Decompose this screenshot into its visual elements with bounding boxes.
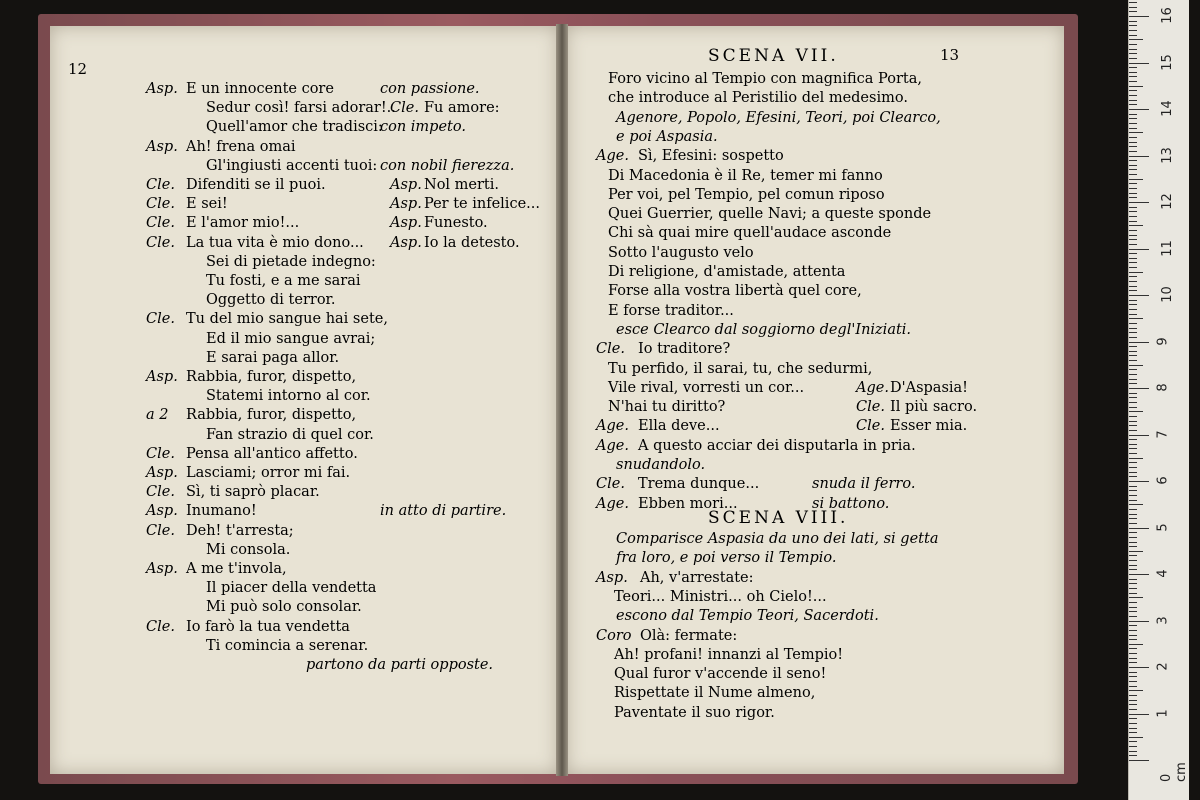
ruler-tick xyxy=(1129,58,1137,59)
ruler-tick xyxy=(1129,728,1137,729)
ruler-tick xyxy=(1129,44,1137,45)
ruler-tick xyxy=(1129,751,1137,752)
verse-line: E sarai paga allor. xyxy=(206,349,340,366)
verse-line: Esser mia. xyxy=(890,418,968,435)
ruler-tick xyxy=(1129,267,1137,268)
speaker-label: a 2 xyxy=(146,407,169,424)
ruler-tick xyxy=(1129,472,1137,473)
verse-line: Paventate il suo rigor. xyxy=(614,704,775,721)
ruler-tick xyxy=(1129,518,1137,519)
verse-line: Forse alla vostra libertà quel core, xyxy=(608,283,862,300)
stage-direction: Comparisce Aspasia da uno dei lati, si getta xyxy=(616,531,939,547)
ruler-tick xyxy=(1129,760,1149,761)
ruler-tick xyxy=(1129,21,1137,22)
ruler-tick xyxy=(1129,253,1137,254)
verse-line: Rispettate il Nume almeno, xyxy=(614,685,816,702)
verse-line: Tu fosti, e a me sarai xyxy=(206,273,361,289)
ruler-tick xyxy=(1129,95,1137,96)
speaker-label: Cle. xyxy=(146,215,175,232)
ruler-tick xyxy=(1129,300,1137,301)
ruler-tick xyxy=(1129,639,1137,640)
ruler-tick xyxy=(1129,476,1137,477)
speaker-label: Cle. xyxy=(146,484,175,501)
verse-line: Rabbia, furor, dispetto, xyxy=(186,369,357,385)
ruler-tick xyxy=(1129,393,1137,394)
ruler-tick xyxy=(1129,555,1137,556)
ruler-tick xyxy=(1129,211,1137,212)
ruler-tick xyxy=(1129,156,1149,157)
ruler-number: 4 xyxy=(1155,569,1171,578)
ruler-tick xyxy=(1129,662,1137,663)
ruler-tick xyxy=(1129,435,1149,436)
verse-line: Tu del mio sangue hai sete, xyxy=(186,311,388,328)
ruler-tick xyxy=(1129,714,1149,715)
ruler-tick xyxy=(1129,137,1137,138)
ruler-tick xyxy=(1129,221,1137,222)
verse-line: Ah! profani! innanzi al Tempio! xyxy=(614,646,844,663)
verse-line: Sì, ti saprò placar. xyxy=(186,484,320,501)
ruler-tick xyxy=(1129,332,1137,333)
ruler-tick xyxy=(1129,286,1137,287)
verse-line: Io farò la tua vendetta xyxy=(186,618,350,635)
speaker-label: Asp. xyxy=(390,196,422,213)
verse-line: Fu amore: xyxy=(424,100,500,117)
speaker-label: Cle. xyxy=(146,234,175,251)
ruler-number: 0 cm xyxy=(1159,762,1189,782)
verse-line: Oggetto di terror. xyxy=(206,292,336,309)
ruler-tick xyxy=(1129,407,1137,408)
ruler-tick xyxy=(1129,262,1137,263)
ruler-tick xyxy=(1129,16,1149,17)
ruler-tick xyxy=(1129,635,1137,636)
ruler-tick xyxy=(1129,653,1137,654)
verse-line: Io la detesto. xyxy=(424,234,520,251)
verse-line: Vile rival, vorresti un cor... xyxy=(608,379,805,396)
speaker-label: Asp. xyxy=(146,503,178,520)
verse-line: Difenditi se il puoi. xyxy=(186,177,326,193)
ruler-tick xyxy=(1129,648,1137,649)
ruler-tick xyxy=(1129,718,1137,719)
stage-direction: con nobil fierezza. xyxy=(380,157,515,174)
ruler-tick xyxy=(1129,514,1137,515)
ruler-tick xyxy=(1129,565,1137,566)
ruler-number: 12 xyxy=(1159,193,1175,210)
verse-line: Statemi intorno al cor. xyxy=(206,388,371,405)
ruler-tick xyxy=(1129,67,1137,68)
verse-line: Foro vicino al Tempio con magnifica Porta, xyxy=(608,71,922,87)
ruler-tick xyxy=(1129,39,1143,40)
ruler-tick xyxy=(1129,11,1137,12)
verse-line: D'Aspasia! xyxy=(890,379,969,396)
ruler-tick xyxy=(1129,425,1137,426)
verse-line: N'hai tu diritto? xyxy=(608,399,726,416)
ruler-tick xyxy=(1129,53,1137,54)
stage-direction: fra loro, e poi verso il Tempio. xyxy=(616,550,837,567)
verse-line: Sì, Efesini: sospetto xyxy=(638,148,784,165)
speaker-label: Age. xyxy=(596,148,629,165)
speaker-label: Asp. xyxy=(146,138,178,155)
ruler-number: 5 xyxy=(1155,522,1171,532)
verse-line: La tua vita è mio dono... xyxy=(186,234,364,251)
ruler-tick xyxy=(1129,467,1137,468)
speaker-label: Cle. xyxy=(596,476,625,493)
ruler-tick xyxy=(1129,30,1137,31)
ruler-tick xyxy=(1129,235,1137,236)
verse-line: E sei! xyxy=(186,196,228,213)
ruler-number: 8 xyxy=(1155,383,1171,392)
ruler-tick xyxy=(1129,621,1149,622)
verse-line: Chi sà quai mire quell'audace asconde xyxy=(608,225,892,242)
ruler-tick xyxy=(1129,504,1143,505)
ruler-tick xyxy=(1129,109,1149,110)
ruler-tick xyxy=(1129,174,1137,175)
verse-line: Per voi, pel Tempio, pel comun riposo xyxy=(608,186,885,203)
ruler-tick xyxy=(1129,216,1137,217)
ruler-tick xyxy=(1129,337,1137,338)
scene-vii-heading: SCENA VII. xyxy=(708,46,839,66)
ruler-tick xyxy=(1129,90,1137,91)
speaker-label: Cle. xyxy=(146,177,175,193)
ruler-tick xyxy=(1129,448,1137,449)
ruler-tick xyxy=(1129,346,1137,347)
verse-line: Ah! frena omai xyxy=(186,138,296,155)
verse-line: E forse traditor... xyxy=(608,302,734,319)
ruler-tick xyxy=(1129,365,1143,366)
verse-line: Qual furor v'accende il seno! xyxy=(614,666,827,683)
ruler-tick xyxy=(1129,676,1137,677)
ruler-tick xyxy=(1129,104,1137,105)
speaker-label: Asp. xyxy=(146,369,178,385)
stage-direction: snuda il ferro. xyxy=(812,476,916,493)
ruler-tick xyxy=(1129,342,1149,343)
verse-line: Quell'amor che tradisci: xyxy=(206,119,383,136)
ruler-tick xyxy=(1129,314,1137,315)
ruler-tick xyxy=(1129,495,1137,496)
ruler-number: 16 xyxy=(1159,7,1175,24)
speaker-label: Cle. xyxy=(390,100,419,117)
ruler-tick xyxy=(1129,579,1137,580)
stage-direction: escono dal Tempio Teori, Sacerdoti. xyxy=(616,608,879,625)
ruler-tick xyxy=(1129,574,1149,575)
stage-direction: in atto di partire. xyxy=(380,503,507,520)
verse-line: Nol merti. xyxy=(424,177,499,193)
speaker-label: Asp. xyxy=(146,465,178,481)
stage-direction: con impeto. xyxy=(380,119,466,136)
ruler-tick xyxy=(1129,681,1137,682)
ruler-tick xyxy=(1129,169,1137,170)
ruler-tick xyxy=(1129,142,1137,143)
verse-line: Teori... Ministri... oh Cielo!... xyxy=(614,588,827,605)
ruler-tick xyxy=(1129,63,1149,64)
verse-line: Sotto l'augusto velo xyxy=(608,244,754,261)
verse-line: Sedur così! farsi adorar!.. xyxy=(206,100,396,117)
ruler-tick xyxy=(1129,244,1137,245)
ruler-tick xyxy=(1129,132,1143,133)
ruler-tick xyxy=(1129,388,1149,389)
ruler-tick xyxy=(1129,700,1137,701)
verse-line: A questo acciar dei disputarla in pria. xyxy=(638,437,916,454)
ruler-tick xyxy=(1129,179,1143,180)
ruler-tick xyxy=(1129,509,1137,510)
stage-direction: partono da parti opposte. xyxy=(306,657,494,673)
verse-line: Ebben mori... xyxy=(638,495,738,512)
ruler-tick xyxy=(1129,597,1143,598)
ruler-tick xyxy=(1129,128,1137,129)
ruler-tick xyxy=(1129,602,1137,603)
ruler-tick xyxy=(1129,611,1137,612)
verse-line: Gl'ingiusti accenti tuoi: xyxy=(206,157,378,174)
speaker-label: Cle. xyxy=(856,399,885,416)
ruler-number: 9 xyxy=(1155,336,1171,346)
ruler-tick xyxy=(1129,644,1143,645)
ruler-tick xyxy=(1129,304,1137,305)
ruler-tick xyxy=(1129,258,1137,259)
verse-line: Olà: fermate: xyxy=(640,627,738,644)
ruler-number: 14 xyxy=(1159,100,1175,117)
ruler-number: 2 xyxy=(1155,662,1171,671)
stage-direction: e poi Aspasia. xyxy=(616,128,718,145)
verse-line: E l'amor mio!... xyxy=(186,215,300,232)
ruler-tick xyxy=(1129,290,1137,291)
speaker-label: Age. xyxy=(856,379,889,396)
speaker-label: Cle. xyxy=(146,196,175,213)
ruler-tick xyxy=(1129,72,1137,73)
speaker-label: Age. xyxy=(596,418,629,435)
ruler-number: 10 xyxy=(1159,286,1175,303)
speaker-label: Asp. xyxy=(146,561,178,577)
ruler-tick xyxy=(1129,583,1137,584)
ruler-tick xyxy=(1129,546,1137,547)
ruler-tick xyxy=(1129,35,1137,36)
speaker-label: Age. xyxy=(596,495,629,512)
ruler-tick xyxy=(1129,383,1137,384)
stage-direction: si battono. xyxy=(812,495,890,512)
ruler-tick xyxy=(1129,351,1137,352)
verse-line: E un innocente core xyxy=(186,81,334,97)
verse-line: Funesto. xyxy=(424,215,488,232)
ruler-tick xyxy=(1129,444,1137,445)
ruler-tick xyxy=(1129,462,1137,463)
speaker-label: Cle. xyxy=(596,341,625,358)
ruler-tick xyxy=(1129,737,1143,738)
ruler-tick xyxy=(1129,230,1137,231)
ruler-tick xyxy=(1129,490,1137,491)
ruler-number: 6 xyxy=(1155,476,1171,485)
scene-viii-heading: SCENA VIII. xyxy=(708,508,849,528)
speaker-label: Asp. xyxy=(390,234,422,251)
verse-line: Fan strazio di quel cor. xyxy=(206,426,374,443)
ruler-tick xyxy=(1129,458,1143,459)
verse-line: Per te infelice... xyxy=(424,196,540,213)
ruler-tick xyxy=(1129,276,1137,277)
stage-direction: con passione. xyxy=(380,81,480,97)
ruler-tick xyxy=(1129,249,1149,250)
ruler-tick xyxy=(1129,7,1137,8)
ruler-tick xyxy=(1129,183,1137,184)
ruler-tick xyxy=(1129,569,1137,570)
ruler-tick xyxy=(1129,616,1137,617)
verse-line: Ed il mio sangue avrai; xyxy=(206,330,376,347)
ruler-tick xyxy=(1129,704,1137,705)
ruler-tick xyxy=(1129,439,1137,440)
ruler-tick xyxy=(1129,593,1137,594)
ruler-tick xyxy=(1129,421,1137,422)
ruler-tick xyxy=(1129,225,1143,226)
verse-line: Ah, v'arrestate: xyxy=(640,569,754,586)
ruler-tick xyxy=(1129,76,1137,77)
verse-line: Mi può solo consolar. xyxy=(206,599,362,616)
ruler-tick xyxy=(1129,25,1137,26)
ruler-tick xyxy=(1129,625,1137,626)
ruler-tick xyxy=(1129,193,1137,194)
ruler-tick xyxy=(1129,695,1137,696)
ruler-tick xyxy=(1129,667,1149,668)
speaker-label: Cle. xyxy=(146,618,175,635)
verse-line: Quei Guerrier, quelle Navi; a queste sponde xyxy=(608,206,932,223)
ruler-tick xyxy=(1129,658,1137,659)
ruler-tick xyxy=(1129,207,1137,208)
verse-line: Io traditore? xyxy=(638,341,731,358)
ruler-tick xyxy=(1129,318,1143,319)
ruler-tick xyxy=(1129,607,1137,608)
ruler-tick xyxy=(1129,481,1149,482)
verse-line: Di Macedonia è il Re, temer mi fanno xyxy=(608,167,883,184)
speaker-label: Asp. xyxy=(390,215,422,232)
page-number-right: 13 xyxy=(940,46,960,64)
ruler-tick xyxy=(1129,732,1137,733)
ruler-tick xyxy=(1129,2,1137,3)
verse-line: A me t'invola, xyxy=(186,561,287,577)
ruler-tick xyxy=(1129,309,1137,310)
ruler-tick xyxy=(1129,523,1137,524)
ruler-tick xyxy=(1129,151,1137,152)
speaker-label: Asp. xyxy=(390,177,422,193)
ruler-tick xyxy=(1129,402,1137,403)
ruler-tick xyxy=(1129,202,1149,203)
ruler-tick xyxy=(1129,272,1143,273)
stage-direction: snudandolo. xyxy=(616,457,706,473)
speaker-label: Asp. xyxy=(146,81,178,97)
speaker-label: Cle. xyxy=(146,522,175,539)
ruler-tick xyxy=(1129,323,1137,324)
verse-line: Il più sacro. xyxy=(890,399,978,416)
ruler-tick xyxy=(1129,430,1137,431)
ruler-tick xyxy=(1129,500,1137,501)
ruler-tick xyxy=(1129,411,1143,412)
ruler-tick xyxy=(1129,379,1137,380)
ruler-tick xyxy=(1129,369,1137,370)
ruler-tick xyxy=(1129,537,1137,538)
stage-direction: Agenore, Popolo, Efesini, Teori, poi Clearco, xyxy=(616,109,941,126)
ruler-tick xyxy=(1129,281,1137,282)
verse-line: Deh! t'arresta; xyxy=(186,522,294,539)
ruler-tick xyxy=(1129,746,1137,747)
verse-line: Inumano! xyxy=(186,503,257,520)
verse-line: Ti comincia a serenar. xyxy=(206,637,369,654)
ruler-tick xyxy=(1129,709,1137,710)
ruler-tick xyxy=(1129,146,1137,147)
verse-line: Pensa all'antico affetto. xyxy=(186,445,358,462)
ruler-tick xyxy=(1129,551,1143,552)
ruler-tick xyxy=(1129,755,1137,756)
ruler-tick xyxy=(1129,588,1137,589)
ruler-tick xyxy=(1129,374,1137,375)
ruler-tick xyxy=(1129,397,1137,398)
ruler-tick xyxy=(1129,328,1137,329)
ruler-tick xyxy=(1129,165,1137,166)
ruler-tick xyxy=(1129,118,1137,119)
verse-line: Sei di pietade indegno: xyxy=(206,253,376,270)
ruler-tick xyxy=(1129,741,1137,742)
ruler-tick xyxy=(1129,532,1137,533)
verse-line: Di religione, d'amistade, attenta xyxy=(608,264,846,280)
speaker-label: Cle. xyxy=(856,418,885,435)
ruler-tick xyxy=(1129,723,1137,724)
ruler-number: 15 xyxy=(1159,53,1175,71)
page-number-left: 12 xyxy=(68,60,88,78)
measuring-ruler xyxy=(1128,0,1189,800)
speaker-label: Asp. xyxy=(596,569,628,586)
book-gutter xyxy=(556,24,568,776)
ruler-tick xyxy=(1129,672,1137,673)
speaker-label: Cle. xyxy=(146,445,175,462)
ruler-tick xyxy=(1129,188,1137,189)
ruler-tick xyxy=(1129,453,1137,454)
ruler-tick xyxy=(1129,100,1137,101)
verse-line: Tu perfido, il sarai, tu, che sedurmi, xyxy=(608,360,873,377)
ruler-tick xyxy=(1129,295,1149,296)
ruler-tick xyxy=(1129,197,1137,198)
ruler-tick xyxy=(1129,686,1137,687)
verse-line: Lasciami; orror mi fai. xyxy=(186,465,351,481)
ruler-number: 3 xyxy=(1155,615,1171,625)
ruler-tick xyxy=(1129,49,1137,50)
ruler-tick xyxy=(1129,630,1137,631)
ruler-tick xyxy=(1129,86,1143,87)
speaker-label: Coro xyxy=(596,627,632,644)
stage-direction: esce Clearco dal soggiorno degl'Iniziati. xyxy=(616,321,912,338)
verse-line: Rabbia, furor, dispetto, xyxy=(186,407,357,424)
ruler-tick xyxy=(1129,355,1137,356)
ruler-tick xyxy=(1129,114,1137,115)
ruler-tick xyxy=(1129,486,1137,487)
ruler-number: 7 xyxy=(1155,429,1171,439)
verse-line: che introduce al Peristilio del medesimo. xyxy=(608,90,908,107)
ruler-tick xyxy=(1129,528,1149,529)
verse-line: Mi consola. xyxy=(206,541,291,558)
ruler-tick xyxy=(1129,81,1137,82)
ruler-tick xyxy=(1129,416,1137,417)
ruler-tick xyxy=(1129,239,1137,240)
ruler-number: 1 xyxy=(1155,708,1171,718)
speaker-label: Cle. xyxy=(146,311,175,328)
verse-line: Ella deve... xyxy=(638,418,720,435)
verse-line: Trema dunque... xyxy=(638,476,760,493)
ruler-tick xyxy=(1129,123,1137,124)
ruler-tick xyxy=(1129,160,1137,161)
ruler-tick xyxy=(1129,542,1137,543)
ruler-tick xyxy=(1129,690,1143,691)
ruler-number: 13 xyxy=(1159,146,1175,164)
ruler-tick xyxy=(1129,360,1137,361)
verse-line: Il piacer della vendetta xyxy=(206,580,377,597)
speaker-label: Age. xyxy=(596,437,629,454)
ruler-tick xyxy=(1129,560,1137,561)
ruler-number: 11 xyxy=(1159,239,1175,257)
